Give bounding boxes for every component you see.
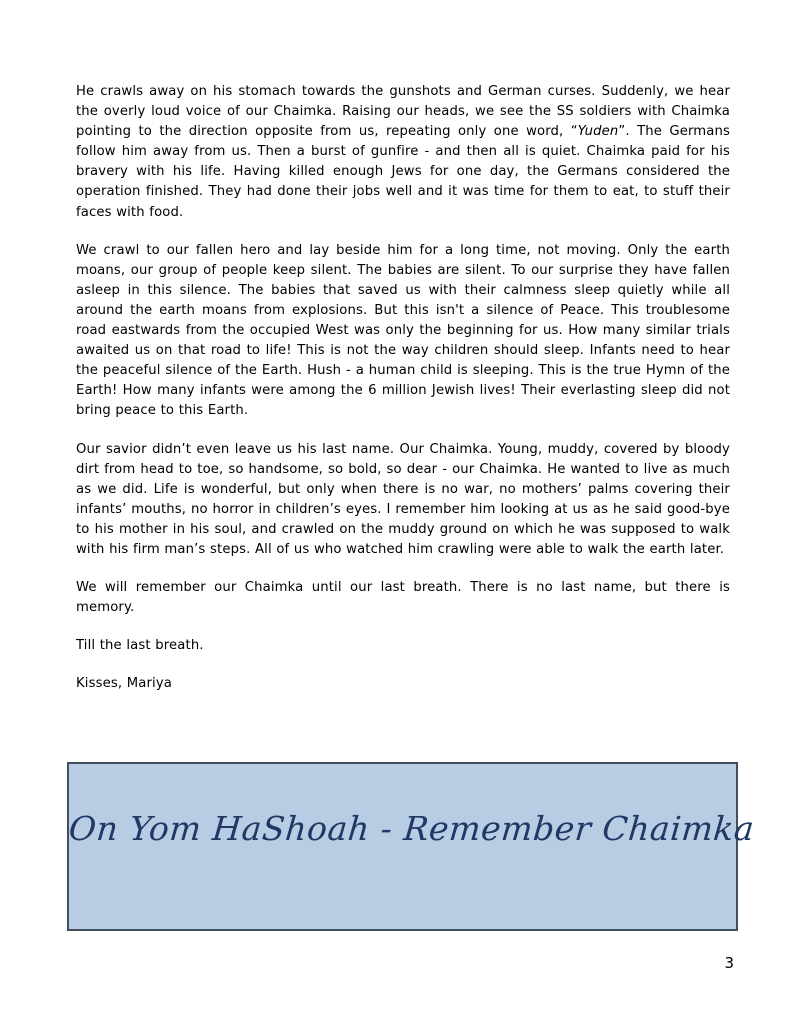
body-text-column [76,82,730,694]
memorial-banner [67,762,757,931]
paragraph-1-part-1: He crawls away on his stomach towards the gunshots and German curses. Suddenly, we hear the overly loud voice of our Chaimka. Raising our heads, we see the SS soldiers with Chaimka pointing to the direction opposite from us, repeating only one word, “ [76,84,730,140]
paragraph-2: We crawl to our fallen hero and lay beside him for a long time, not moving. Only the earth moans, our group of people keep silent. The babies are silent. To our surprise they have fallen asleep in this silence. The babies that saved us with their calmness sleep quietly while all around the earth moans from explosions. But this isn't a silence of Peace. This troublesome road eastwards from the occupied West was only the beginning for us. How many similar trials awaited us on that road to life! This is not the way children should sleep. Infants need to hear the peaceful silence of the Earth. Hush - a human child is sleeping. This is the true Hymn of the Earth! How many infants were among the 6 million Jewish lives! Their everlasting sleep did not bring peace to this Earth. [76,242,730,419]
paragraph-1 [76,82,730,223]
paragraph-1-emphasis-yuden: Yuden [577,124,619,140]
banner-heading: On Yom HaShoah - Remember Chaimka [67,809,757,848]
paragraph-3: Our savior didn’t even leave us his last name. Our Chaimka. Young, muddy, covered by bloody dirt from head to toe, so handsome, so bold, so dear - our Chaimka. He wanted to live as much as we did. Life is wonderful, but only when there is no war, no mothers’ palms covering their infants’ mouths, no horror in children’s eyes. I remember him looking at us as he said good-bye to his mother in his soul, and crawled on the muddy ground on which he was supposed to walk with his firm man’s steps. All of us who watched him crawling were able to walk the earth later. [76,441,730,557]
paragraph-1-part-2: ”. The Germans follow him away from us. Then a burst of gunfire - and then all is quiet. Chaimka paid for his bravery with his life. Having killed enough Jews for one day, the Germans considered the operation finished. They had done their jobs well and it was time for them to eat, to stuff their faces with food. [76,124,730,220]
paragraph-5-till-the-last-breath: Till the last breath. [76,638,204,654]
page-number: 3 [724,954,734,972]
paragraph-4: We will remember our Chaimka until our last breath. There is no last name, but there is memory. [76,580,730,616]
paragraph-6-signature: Kisses, Mariya [76,676,172,692]
